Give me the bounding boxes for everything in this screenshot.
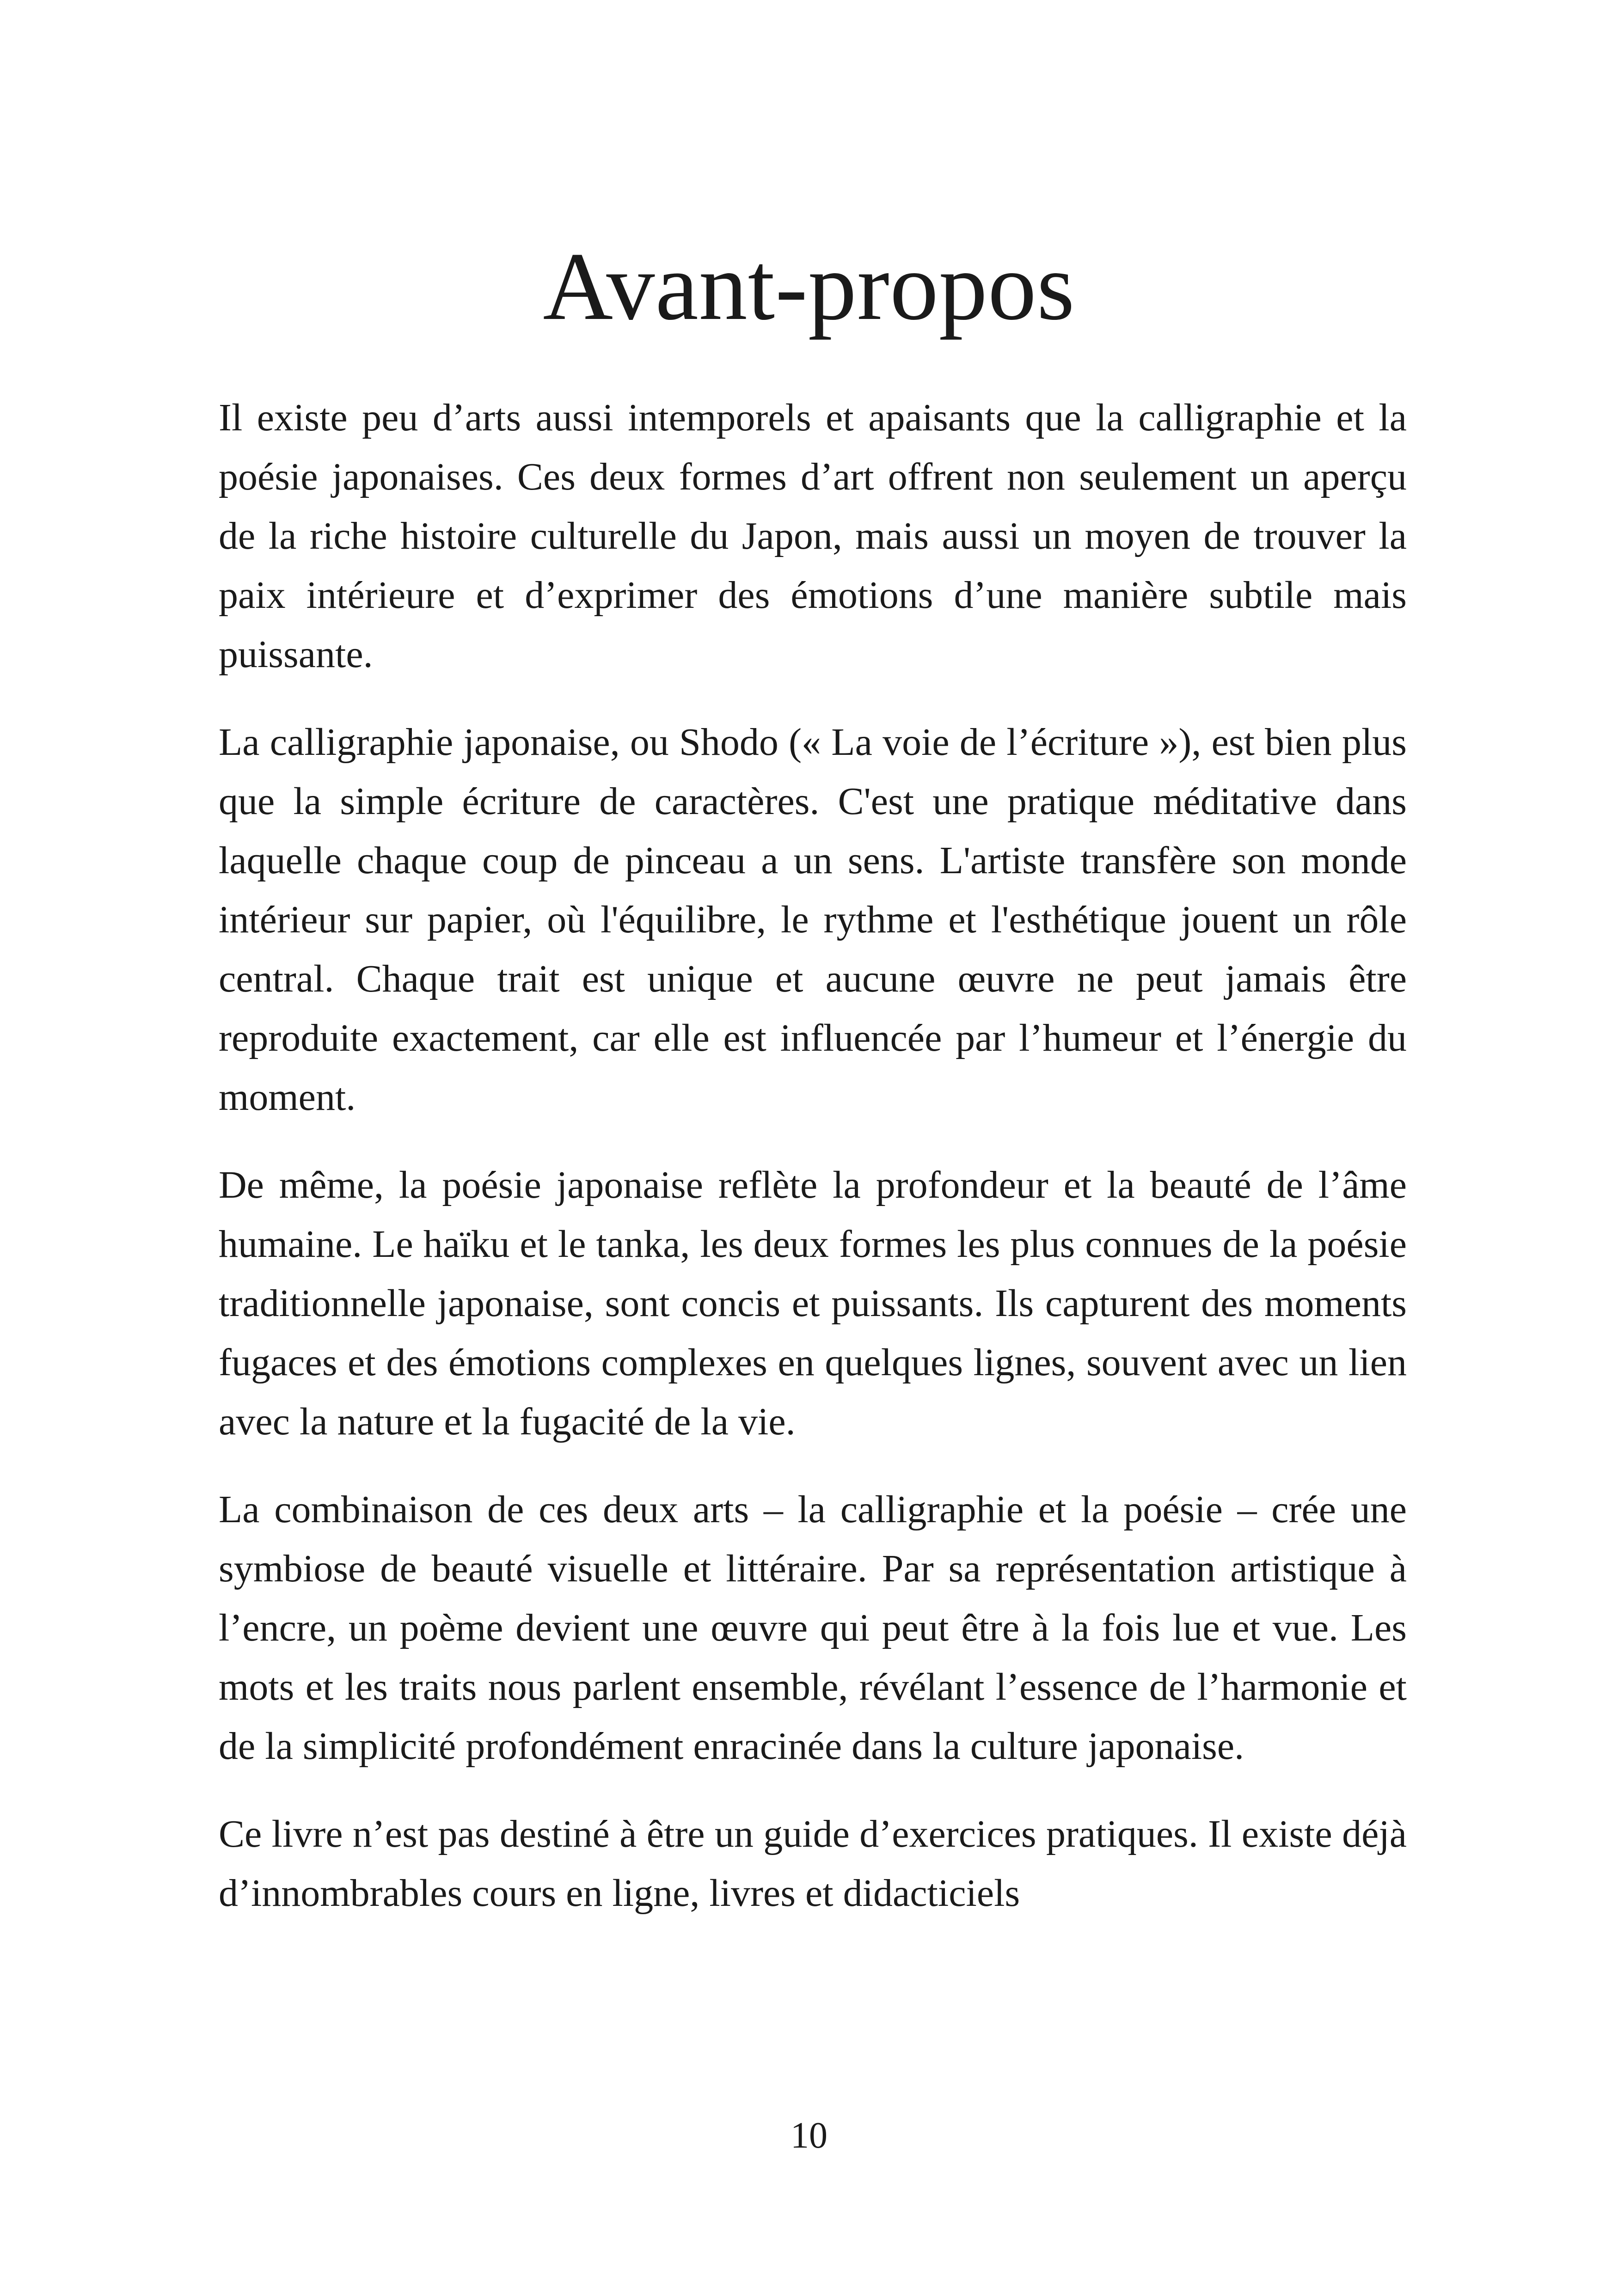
- body-text: [219, 388, 1407, 1952]
- chapter-title: Avant-propos: [543, 233, 1075, 340]
- paragraph-3: De même, la poésie japonaise reflète la profondeur et la beauté de l’âme humaine. Le haïku et le tanka, les deux formes les plus connues de la poésie traditionnelle japonaise, sont concis et puissants. Ils capturent des moments fugaces et des émotions complexes en quelques lignes, souvent avec un lien avec la nature et la fugacité de la vie.: [219, 1163, 1407, 1443]
- paragraph-1: Il existe peu d’arts aussi intemporels et apaisants que la calligraphie et la poésie japonaises. Ces deux formes d’art offrent non seulement un aperçu de la riche histoire culturelle du Japon, mais aussi un moyen de trouver la paix intérieure et d’exprimer des émotions d’une manière subtile mais puissante.: [219, 396, 1407, 676]
- paragraph-5: Ce livre n’est pas destiné à être un guide d’exercices pratiques. Il existe déjà d’innombrables cours en ligne, livres et didacticiels: [219, 1812, 1407, 1915]
- paragraph-4: La combinaison de ces deux arts – la calligraphie et la poésie – crée une symbiose de beauté visuelle et littéraire. Par sa représentation artistique à l’encre, un poème devient une œuvre qui peut être à la fois lue et vue. Les mots et les traits nous parlent ensemble, révélant l’essence de l’harmonie et de la simplicité profondément enracinée dans la culture japonaise.: [219, 1488, 1407, 1768]
- page-number: 10: [791, 2115, 827, 2156]
- paragraph-2: La calligraphie japonaise, ou Shodo (« La voie de l’écriture »), est bien plus que la simple écriture de caractères. C'est une pratique méditative dans laquelle chaque coup de pinceau a un sens. L'artiste transfère son monde intérieur sur papier, où l'équilibre, le rythme et l'esthétique jouent un rôle central. Chaque trait est unique et aucune œuvre ne peut jamais être reproduite exactement, car elle est influencée par l’humeur et l’énergie du moment.: [219, 721, 1407, 1119]
